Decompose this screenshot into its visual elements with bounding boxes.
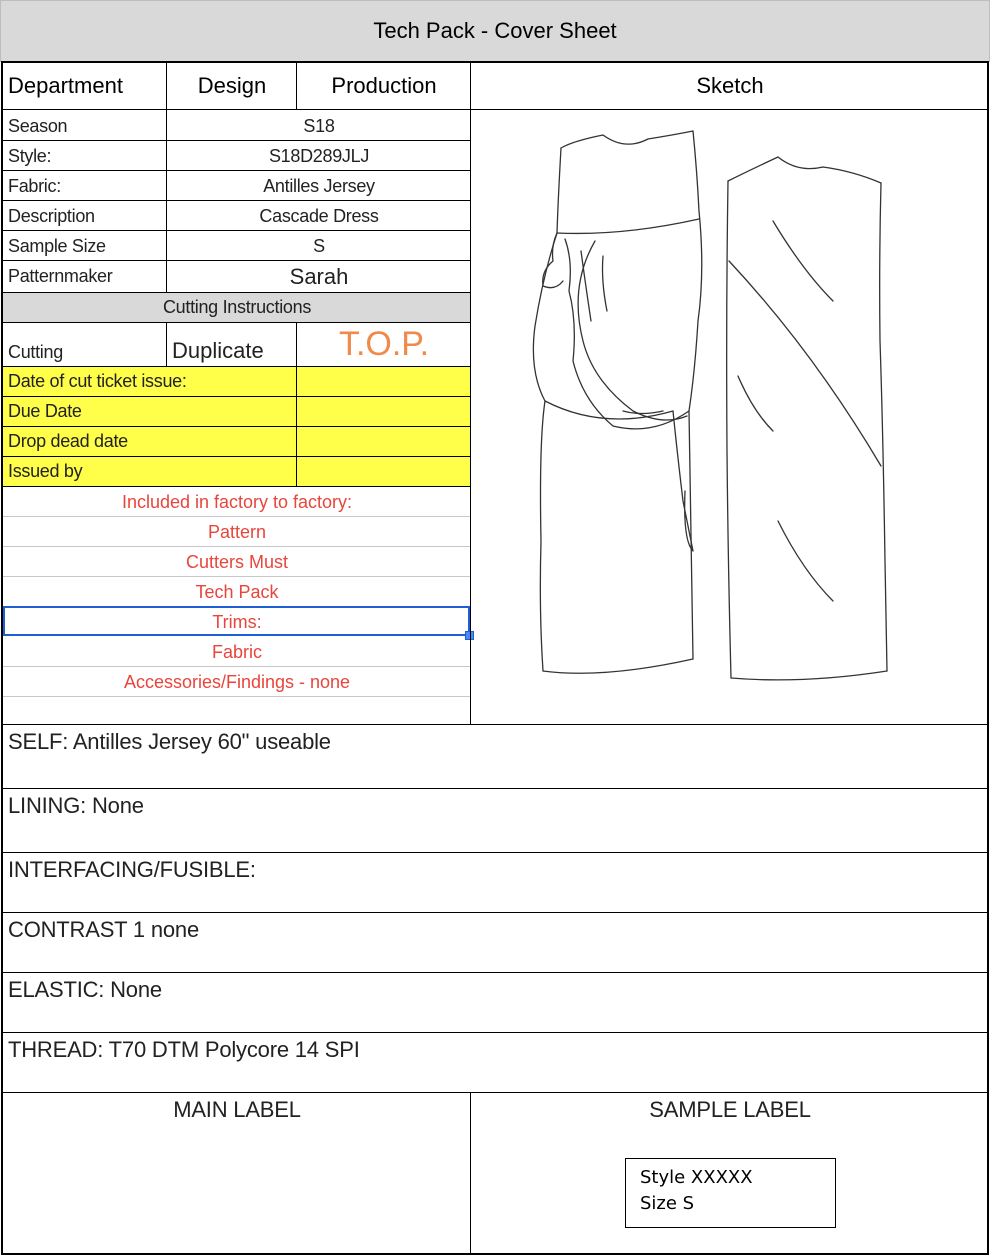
front-fold-3 bbox=[623, 411, 663, 414]
date-label-cut-ticket: Date of cut ticket issue: bbox=[3, 367, 297, 396]
grid-line bbox=[3, 140, 471, 141]
date-value-drop-dead[interactable] bbox=[297, 427, 471, 456]
back-right-side bbox=[880, 183, 887, 671]
field-value-season[interactable]: S18 bbox=[303, 115, 335, 136]
date-value-due[interactable] bbox=[297, 397, 471, 426]
grid-line bbox=[3, 1032, 989, 1033]
page-title bbox=[0, 0, 990, 62]
grid-line bbox=[3, 230, 471, 231]
main-label-heading: MAIN LABEL bbox=[173, 1097, 301, 1122]
grid-line bbox=[3, 426, 471, 427]
grid-line bbox=[470, 1092, 471, 1255]
grid-line bbox=[3, 788, 989, 789]
field-value-style[interactable]: S18D289JLJ bbox=[268, 145, 370, 166]
grid-line bbox=[3, 366, 471, 367]
grid-line-light bbox=[3, 666, 471, 667]
back-neckline bbox=[728, 157, 881, 183]
grid-line-light bbox=[3, 576, 471, 577]
grid-line bbox=[296, 63, 297, 109]
field-label-style: Style: bbox=[8, 145, 52, 166]
sample-label-heading: SAMPLE LABEL bbox=[649, 1097, 811, 1122]
grid-line bbox=[3, 200, 471, 201]
note-lining[interactable]: LINING: None bbox=[8, 793, 144, 818]
cutting-value[interactable]: Duplicate bbox=[172, 338, 264, 363]
grid-line bbox=[166, 63, 167, 109]
field-label-fabric: Fabric: bbox=[8, 175, 61, 196]
field-value-sample-size[interactable]: S bbox=[313, 235, 325, 256]
date-value-issued-by[interactable] bbox=[297, 457, 471, 486]
sketch-header: Sketch bbox=[696, 73, 764, 98]
grid-line bbox=[3, 322, 471, 323]
cutting-instructions-heading: Cutting Instructions bbox=[3, 293, 471, 322]
grid-line bbox=[296, 322, 297, 486]
field-label-season: Season bbox=[8, 115, 68, 136]
grid-line bbox=[166, 322, 167, 366]
top-mark: T.O.P. bbox=[338, 325, 430, 363]
grid-line bbox=[3, 292, 471, 293]
front-left-side bbox=[533, 148, 561, 671]
field-value-patternmaker[interactable]: Sarah bbox=[289, 263, 349, 289]
back-fold-1 bbox=[773, 221, 833, 301]
back-left-side bbox=[727, 181, 731, 678]
included-heading: Included in factory to factory: bbox=[121, 491, 353, 512]
grid-line-light bbox=[3, 516, 471, 517]
date-label-drop-dead: Drop dead date bbox=[3, 427, 297, 456]
grid-line bbox=[3, 724, 989, 725]
grid-line bbox=[3, 396, 471, 397]
back-fold-2 bbox=[738, 376, 773, 431]
grid-line-light bbox=[3, 696, 471, 697]
grid-line bbox=[3, 260, 471, 261]
cutting-label: Cutting bbox=[8, 342, 63, 362]
field-value-description[interactable]: Cascade Dress bbox=[259, 205, 379, 226]
grid-line bbox=[3, 170, 471, 171]
note-contrast[interactable]: CONTRAST 1 none bbox=[8, 917, 200, 942]
grid-line bbox=[3, 972, 989, 973]
front-cascade-edge bbox=[543, 233, 563, 288]
front-fold-2 bbox=[603, 256, 608, 311]
front-drape-panel bbox=[557, 219, 699, 233]
front-waist-line bbox=[545, 401, 673, 419]
note-thread[interactable]: THREAD: T70 DTM Polycore 14 SPI bbox=[8, 1037, 360, 1062]
sample-label-size: Size S bbox=[640, 1193, 695, 1214]
tech-pack-sheet bbox=[1, 61, 989, 1255]
selected-cell-outline bbox=[3, 606, 470, 636]
back-fold-3 bbox=[778, 521, 833, 601]
back-hem bbox=[731, 671, 887, 680]
grid-line bbox=[470, 63, 471, 724]
included-item-trims[interactable]: Trims: bbox=[212, 611, 262, 632]
grid-line bbox=[3, 456, 471, 457]
front-inner-curve bbox=[578, 241, 687, 420]
field-label-sample-size: Sample Size bbox=[8, 235, 106, 256]
sample-label-style: Style XXXXX bbox=[640, 1167, 753, 1188]
note-interfacing[interactable]: INTERFACING/FUSIBLE: bbox=[8, 857, 256, 882]
note-self[interactable]: SELF: Antilles Jersey 60" useable bbox=[8, 729, 331, 754]
grid-line bbox=[3, 486, 471, 487]
date-value-cut-ticket[interactable] bbox=[297, 367, 471, 396]
department-header: Department bbox=[8, 73, 123, 98]
grid-line-light bbox=[3, 546, 471, 547]
grid-line bbox=[3, 852, 989, 853]
grid-line bbox=[3, 1092, 989, 1093]
production-header: Production bbox=[331, 73, 437, 98]
sketch-area bbox=[473, 111, 989, 724]
design-header: Design bbox=[197, 73, 267, 98]
included-item-fabric[interactable]: Fabric bbox=[211, 641, 262, 662]
grid-line bbox=[3, 912, 989, 913]
included-item-pattern[interactable]: Pattern bbox=[207, 521, 267, 542]
front-right-side bbox=[689, 131, 702, 659]
field-label-description: Description bbox=[8, 205, 95, 226]
grid-line bbox=[3, 109, 989, 110]
back-diagonal-drape bbox=[729, 261, 881, 466]
front-hem bbox=[543, 659, 693, 673]
date-label-due: Due Date bbox=[3, 397, 297, 426]
included-item-accessories[interactable]: Accessories/Findings - none bbox=[123, 671, 351, 692]
front-neckline bbox=[561, 131, 693, 148]
included-item-tech-pack[interactable]: Tech Pack bbox=[195, 581, 279, 602]
page-title-text: Tech Pack - Cover Sheet bbox=[373, 18, 617, 43]
dress-sketch bbox=[473, 111, 989, 724]
date-label-issued-by: Issued by bbox=[3, 457, 297, 486]
note-elastic[interactable]: ELASTIC: None bbox=[8, 977, 162, 1002]
included-item-cutters-must[interactable]: Cutters Must bbox=[185, 551, 289, 572]
field-value-fabric[interactable]: Antilles Jersey bbox=[263, 175, 375, 196]
field-label-patternmaker: Patternmaker bbox=[8, 266, 113, 286]
grid-line bbox=[166, 109, 167, 292]
sample-label-box bbox=[625, 1158, 836, 1228]
